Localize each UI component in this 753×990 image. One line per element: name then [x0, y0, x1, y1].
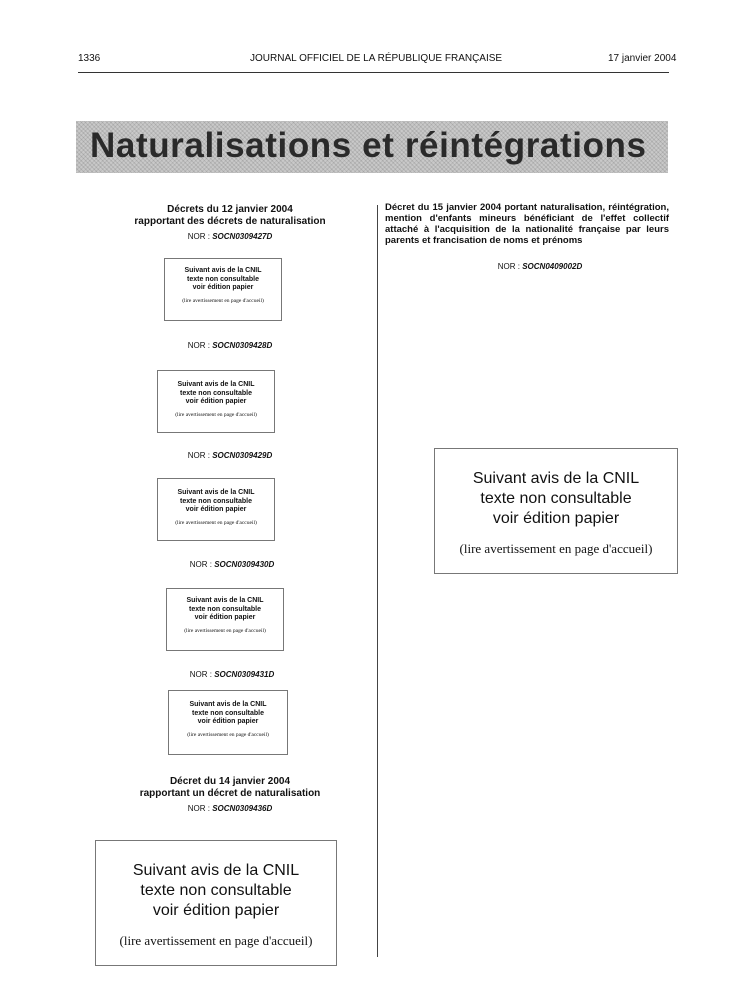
notice-note: (lire avertissement en page d'accueil) [119, 933, 313, 948]
nor-reference [150, 451, 310, 460]
notice-line2: texte non consultable [189, 605, 261, 613]
notice-note: (lire avertissement en page d'accueil) [184, 627, 266, 634]
nor-label: NOR : [187, 451, 210, 460]
nor-reference [150, 341, 310, 350]
notice-line1: Suivant avis de la CNIL [184, 267, 262, 274]
nor-code: SOCN0309430D [214, 560, 275, 569]
nor-code: SOCN0309428D [212, 341, 273, 350]
nor-code: SOCN0409002D [522, 262, 583, 271]
cnil-notice-box [157, 370, 275, 433]
notice-line3: voir édition papier [192, 284, 254, 291]
cnil-notice-box [166, 588, 284, 651]
notice-note: (lire avertissement en page d'accueil) [175, 411, 257, 418]
nor-label: NOR : [189, 560, 212, 569]
nor-code: SOCN0309431D [214, 670, 275, 679]
notice-note: (lire avertissement en page d'accueil) [182, 297, 264, 304]
cnil-notice-box [95, 840, 337, 966]
notice-line1: Suivant avis de la CNIL [177, 489, 255, 496]
nor-label: NOR : [497, 262, 520, 271]
notice-line2: texte non consultable [192, 709, 264, 717]
notice-line3: voir édition papier [197, 718, 259, 725]
section-heading-1 [110, 204, 350, 228]
notice-line1: Suivant avis de la CNIL [189, 701, 267, 708]
section-heading-2 [110, 776, 350, 800]
nor-reference [150, 804, 310, 813]
nor-label: NOR : [187, 804, 210, 813]
nor-label: NOR : [187, 232, 210, 241]
cnil-notice-box [168, 690, 288, 755]
notice-line1: Suivant avis de la CNIL [177, 381, 255, 388]
notice-line3: voir édition papier [194, 614, 256, 621]
section-heading-2-line1: Décret du 14 janvier 2004 [169, 776, 291, 787]
notice-line3: voir édition papier [492, 510, 620, 527]
column-divider [377, 205, 378, 957]
notice-note: (lire avertissement en page d'accueil) [175, 519, 257, 526]
notice-line2: texte non consultable [480, 490, 632, 507]
notice-line2: texte non consultable [187, 275, 259, 283]
notice-line3: voir édition papier [185, 398, 247, 405]
nor-code: SOCN0309436D [212, 804, 273, 813]
cnil-notice-box [434, 448, 678, 574]
cnil-notice-box [164, 258, 282, 321]
right-column-heading: Décret du 15 janvier 2004 portant naturalisation, réintégration, mention d'enfants mineurs bénéficiant de l'effet collectif attaché à l'acquisition de la nationalité française par leurs parents et francisation de noms et prénoms [385, 202, 669, 246]
section-heading-1-line2: rapportant des décrets de naturalisation [134, 216, 326, 227]
nor-reference [152, 560, 312, 569]
nor-label: NOR : [189, 670, 212, 679]
nor-code: SOCN0309429D [212, 451, 273, 460]
notice-note: (lire avertissement en page d'accueil) [459, 541, 653, 556]
notice-note: (lire avertissement en page d'accueil) [187, 731, 269, 738]
section-heading-2-line2: rapportant un décret de naturalisation [139, 788, 321, 799]
notice-line1: Suivant avis de la CNIL [472, 470, 640, 487]
header-rule [78, 72, 669, 73]
section-heading-1-line1: Décrets du 12 janvier 2004 [167, 204, 293, 215]
banner-title: Naturalisations et réintégrations [90, 126, 647, 165]
notice-line2: texte non consultable [180, 497, 252, 505]
issue-date: 17 janvier 2004 [608, 53, 677, 64]
nor-reference [470, 262, 610, 271]
nor-code: SOCN0309427D [212, 232, 273, 241]
cnil-notice-box [157, 478, 275, 541]
nor-reference [152, 670, 312, 679]
notice-line2: texte non consultable [140, 882, 292, 899]
journal-title: JOURNAL OFFICIEL DE LA RÉPUBLIQUE FRANÇAISE [250, 53, 503, 64]
nor-label: NOR : [187, 341, 210, 350]
nor-reference [150, 232, 310, 241]
page-number: 1336 [78, 53, 101, 64]
notice-line3: voir édition papier [185, 506, 247, 513]
notice-line2: texte non consultable [180, 389, 252, 397]
notice-line1: Suivant avis de la CNIL [186, 597, 264, 604]
notice-line1: Suivant avis de la CNIL [132, 862, 300, 879]
notice-line3: voir édition papier [152, 902, 280, 919]
